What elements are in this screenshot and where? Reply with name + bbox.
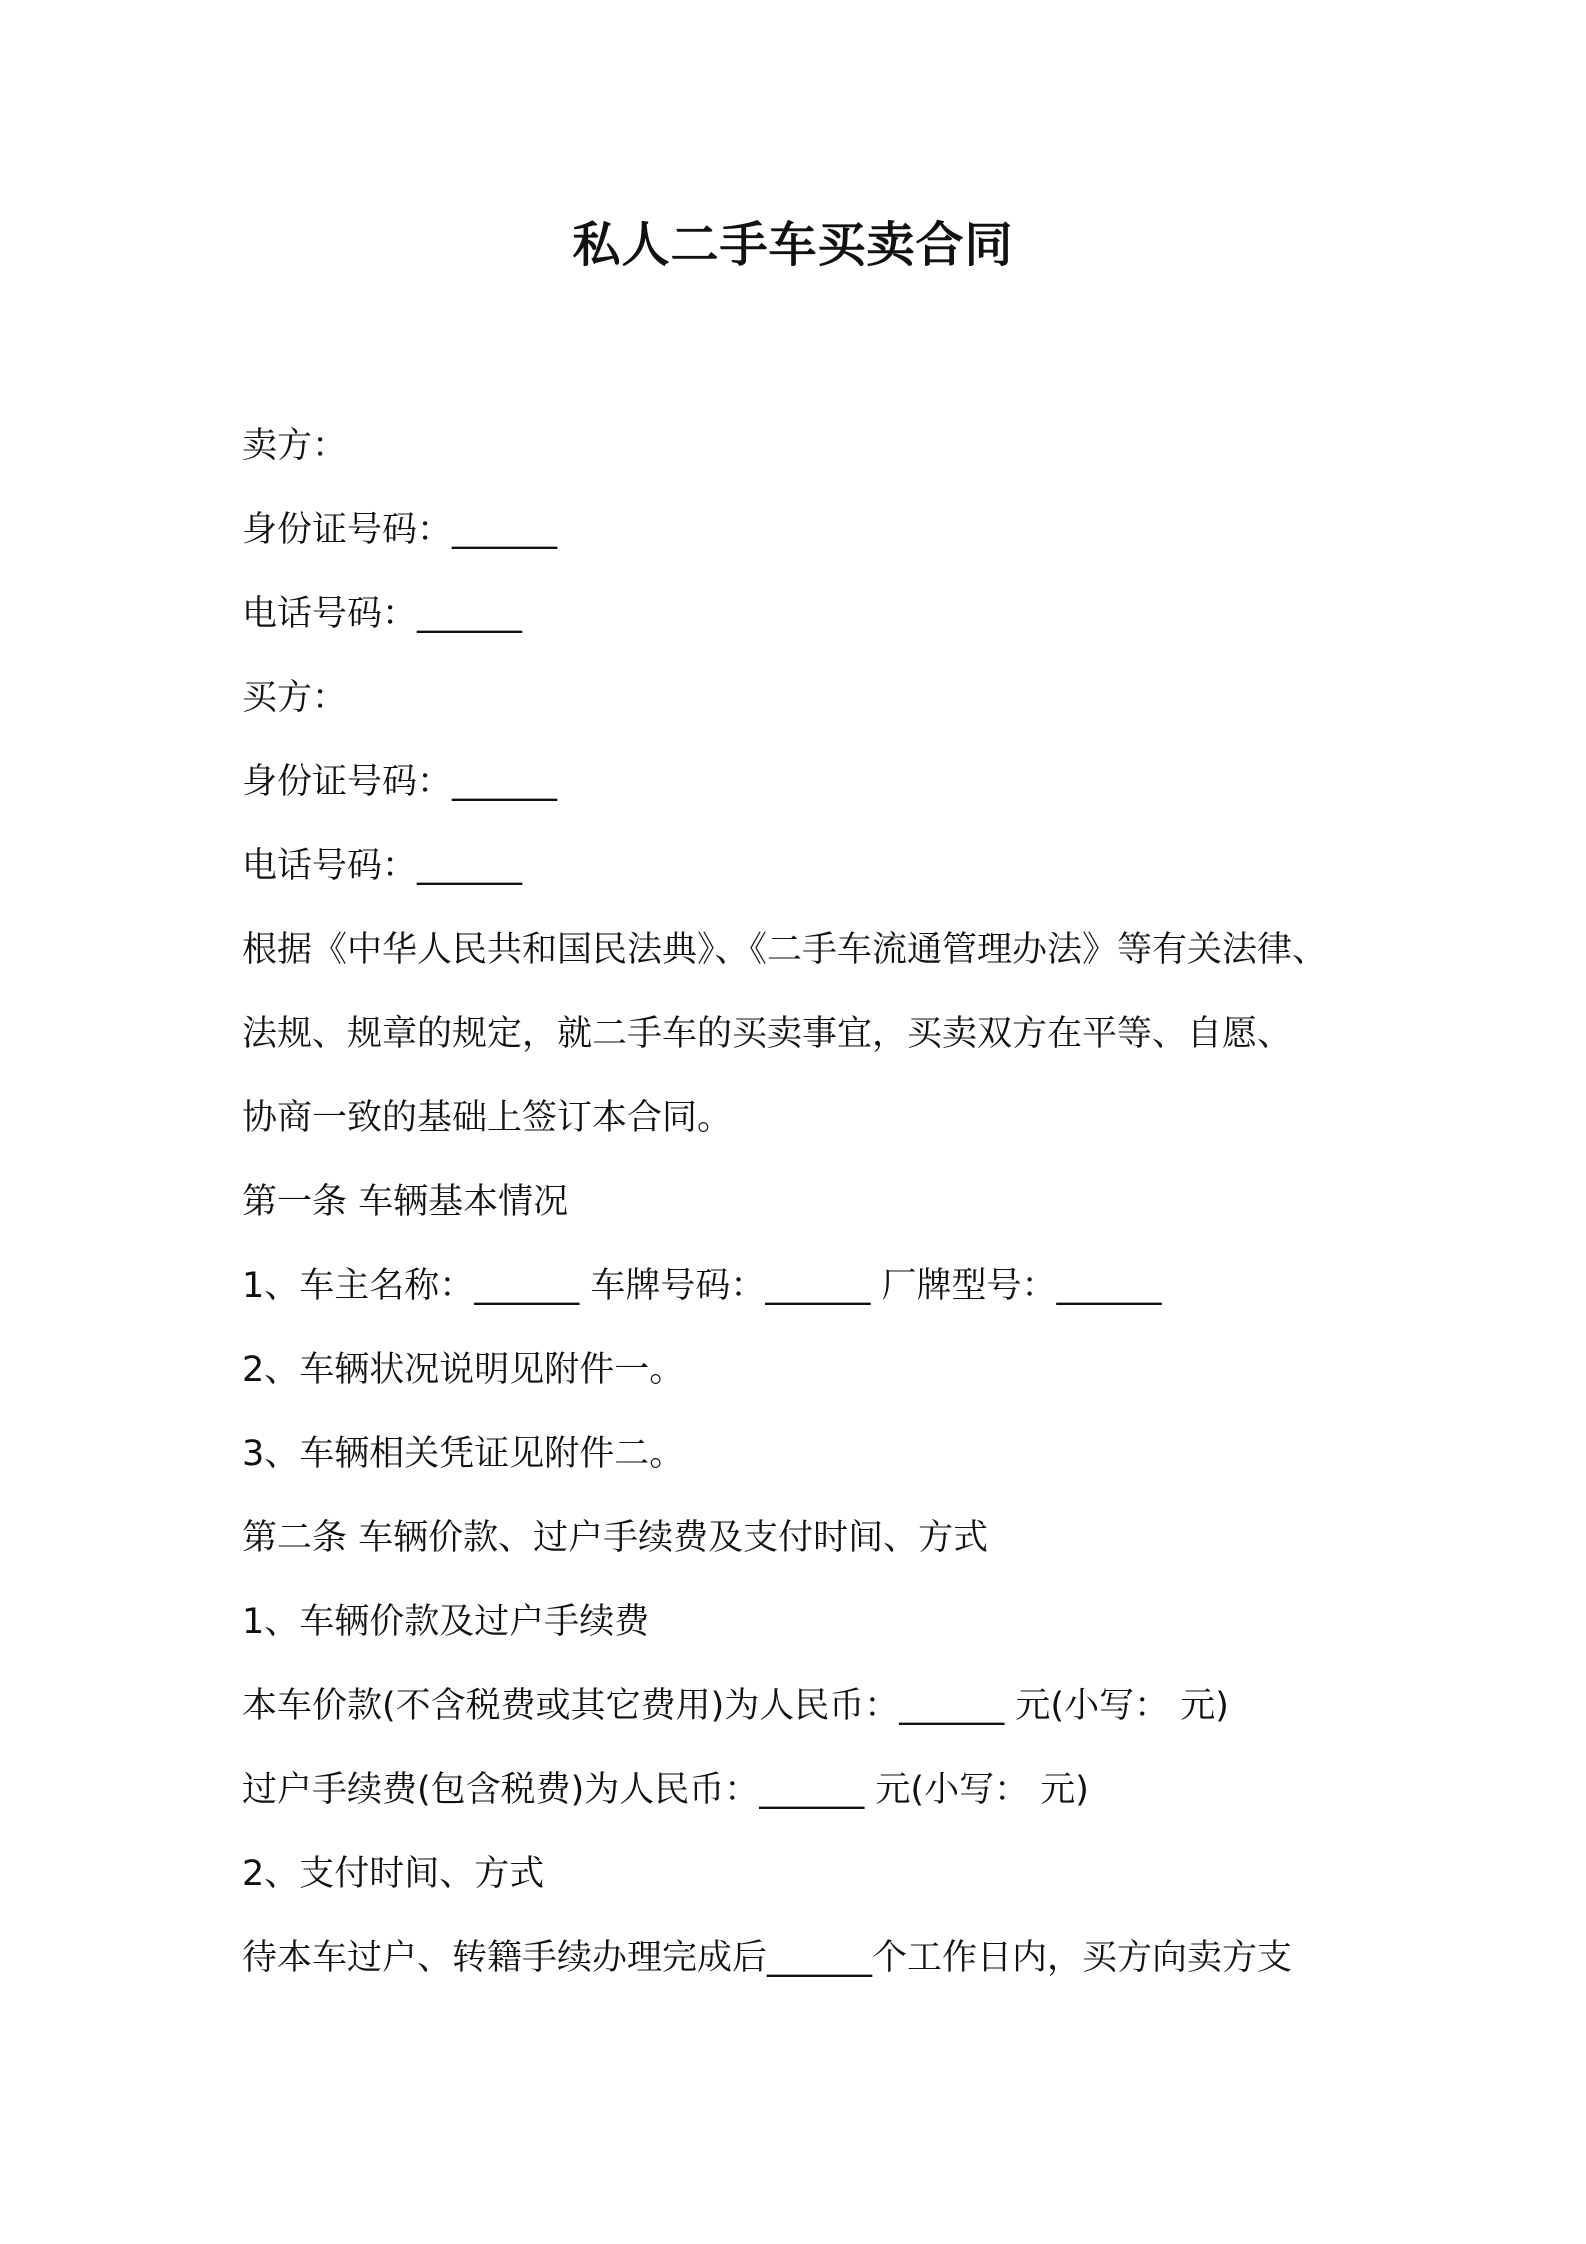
payment-terms-line: 待本车过户、转籍手续办理完成后______个工作日内，买方向卖方支 [242, 1938, 1293, 1978]
seller-phone: 电话号码：______ [242, 594, 523, 634]
article-1-item-2: 2、车辆状况说明见附件一。 [242, 1350, 685, 1390]
buyer-label: 买方： [242, 678, 348, 718]
seller-id-number: 身份证号码：______ [242, 510, 558, 550]
buyer-phone: 电话号码：______ [242, 846, 523, 886]
article-2-item-1: 1、车辆价款及过户手续费 [242, 1602, 650, 1642]
preamble-line-1: 根据《中华人民共和国民法典》、《二手车流通管理办法》等有关法律、 [242, 930, 1328, 970]
document-body [242, 404, 1362, 2000]
preamble-line-2: 法规、规章的规定，就二手车的买卖事宜，买卖双方在平等、自愿、 [242, 1014, 1293, 1054]
article-1-item-1: 1、车主名称：______ 车牌号码：______ 厂牌型号：______ [242, 1266, 1162, 1306]
article-2-item-2: 2、支付时间、方式 [242, 1854, 545, 1894]
article-1-item-3: 3、车辆相关凭证见附件二。 [242, 1434, 685, 1474]
vehicle-price-line: 本车价款(不含税费或其它费用)为人民币：______ 元(小写： 元) [242, 1686, 1229, 1726]
document-title: 私人二手车买卖合同 [572, 217, 1014, 273]
buyer-id-number: 身份证号码：______ [242, 762, 558, 802]
article-2-heading: 第二条 车辆价款、过户手续费及支付时间、方式 [242, 1518, 989, 1558]
article-1-heading: 第一条 车辆基本情况 [242, 1182, 569, 1222]
preamble-line-3: 协商一致的基础上签订本合同。 [242, 1098, 733, 1138]
seller-label: 卖方： [242, 426, 348, 466]
transfer-fee-line: 过户手续费(包含税费)为人民币：______ 元(小写： 元) [242, 1770, 1089, 1810]
